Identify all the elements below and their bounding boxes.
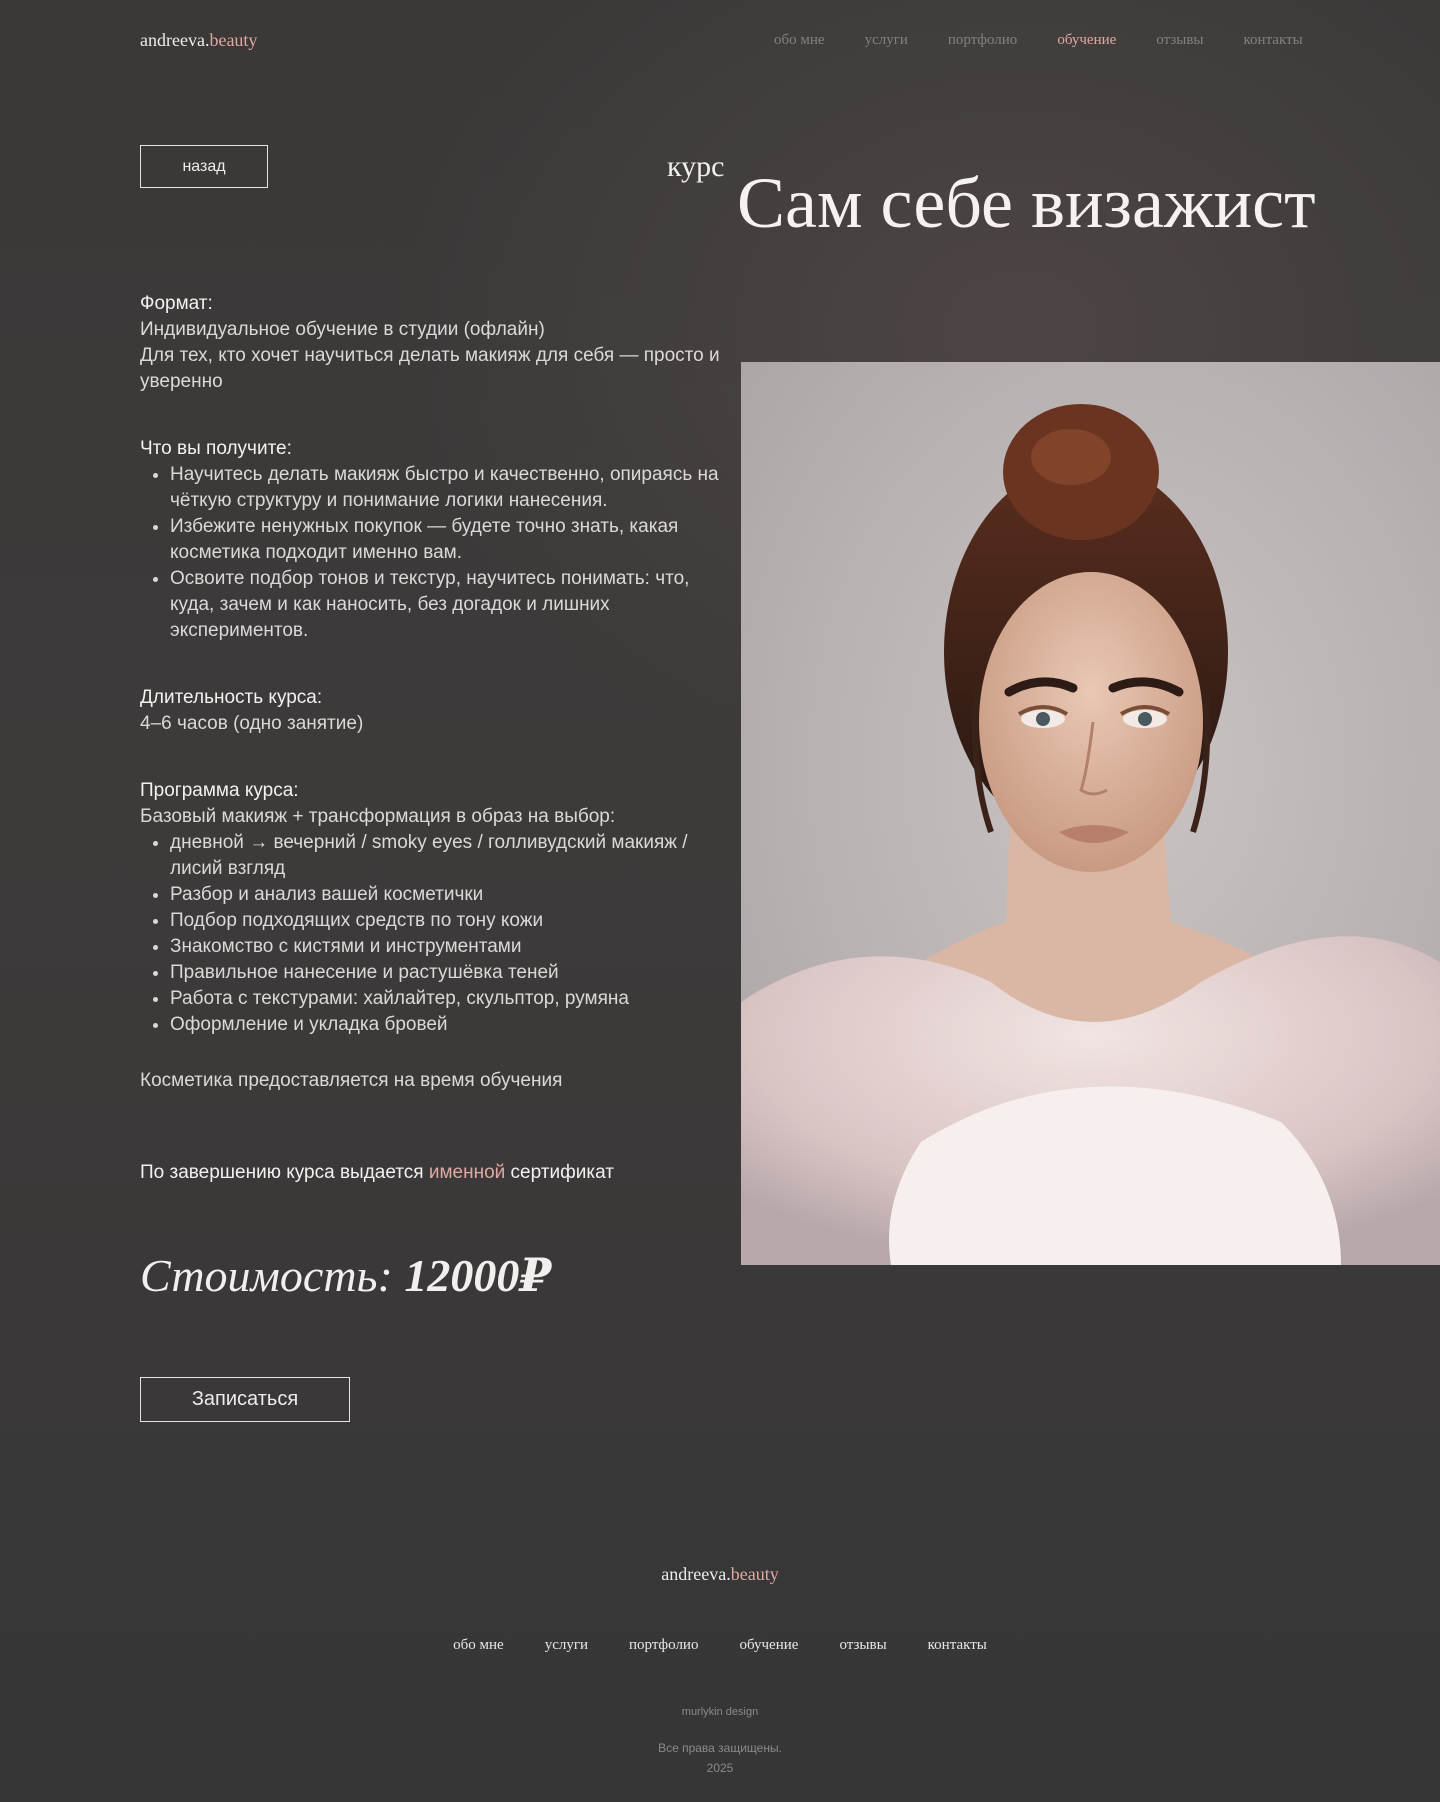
copyright-year: 2025 bbox=[706, 1761, 734, 1775]
benefits-list bbox=[140, 462, 720, 644]
format-line-1: Индивидуальное обучение в студии (офлайн) bbox=[140, 319, 545, 340]
format-heading: Формат: bbox=[140, 293, 213, 314]
nav-link-contacts[interactable]: контакты bbox=[1243, 32, 1303, 48]
footer-link-about[interactable]: обо мне bbox=[453, 1637, 504, 1653]
program-list bbox=[140, 830, 720, 1038]
format-section bbox=[140, 291, 720, 395]
benefit-item: • Научитесь делать макияж быстро и качественно, опираясь на чёткую структуру и понимание логики нанесения. bbox=[170, 462, 720, 514]
format-line-2: Для тех, кто хочет научиться делать макияж для себя — просто и уверенно bbox=[140, 345, 720, 392]
program-item: • Разбор и анализ вашей косметички bbox=[170, 882, 720, 908]
program-item: • Подбор подходящих средств по тону кожи bbox=[170, 908, 720, 934]
program-item: • Оформление и укладка бровей bbox=[170, 1012, 720, 1038]
duration-heading: Длительность курса: bbox=[140, 687, 323, 708]
program-item: • Правильное нанесение и растушёвка теней bbox=[170, 960, 720, 986]
footer-link-reviews[interactable]: отзывы bbox=[839, 1637, 887, 1653]
program-intro: Базовый макияж + трансформация в образ на выбор: bbox=[140, 806, 616, 827]
certificate-after: сертификат bbox=[505, 1162, 614, 1183]
logo-main-text: andreeva. bbox=[140, 30, 210, 50]
price-value: 12000₽ bbox=[404, 1250, 552, 1301]
certificate-before: По завершению курса выдается bbox=[140, 1162, 429, 1183]
nav-link-portfolio[interactable]: портфолио bbox=[947, 32, 1018, 48]
rights-text: Все права защищены. bbox=[658, 1741, 782, 1755]
course-title: Сам себе визажист bbox=[737, 163, 1316, 243]
course-details bbox=[140, 291, 720, 1186]
benefit-item: • Освоите подбор тонов и текстур, научитесь понимать: что, куда, зачем и как наносить, без догадок и лишних экспериментов. bbox=[170, 566, 720, 644]
duration-value: 4–6 часов (одно занятие) bbox=[140, 713, 364, 734]
signup-button[interactable]: Записаться bbox=[140, 1377, 350, 1422]
nav-link-reviews[interactable]: отзывы bbox=[1156, 32, 1204, 48]
benefits-heading: Что вы получите: bbox=[140, 438, 292, 459]
footer-logo-accent-text: beauty bbox=[730, 1564, 779, 1584]
certificate-text bbox=[140, 1160, 720, 1186]
course-price bbox=[140, 1248, 551, 1302]
designer-credit[interactable]: murlykin design bbox=[681, 1706, 759, 1718]
cosmetics-note: Косметика предоставляется на время обучения bbox=[140, 1070, 563, 1091]
footer-logo[interactable] bbox=[0, 1564, 1440, 1585]
nav-link-services[interactable]: услуги bbox=[864, 32, 908, 48]
program-item: • Знакомство с кистями и инструментами bbox=[170, 934, 720, 960]
duration-section bbox=[140, 685, 720, 737]
header-nav bbox=[774, 32, 1303, 49]
price-label: Стоимость: bbox=[140, 1250, 405, 1301]
header-logo[interactable] bbox=[140, 30, 257, 51]
nav-link-education[interactable]: обучение bbox=[1057, 32, 1117, 48]
benefits-section bbox=[140, 436, 720, 644]
back-button[interactable]: назад bbox=[140, 145, 268, 188]
footer-link-services[interactable]: услуги bbox=[544, 1637, 589, 1653]
footer-link-contacts[interactable]: контакты bbox=[927, 1637, 987, 1653]
benefit-item: • Избежите ненужных покупок — будете точно знать, какая косметика подходит именно вам. bbox=[170, 514, 720, 566]
program-heading: Программа курса: bbox=[140, 780, 299, 801]
nav-link-about[interactable]: обо мне bbox=[774, 32, 825, 48]
program-section bbox=[140, 778, 720, 1038]
certificate-accent: именной bbox=[428, 1162, 506, 1183]
program-item: • Работа с текстурами: хайлайтер, скульптор, румяна bbox=[170, 986, 720, 1012]
footer-nav bbox=[0, 1637, 1440, 1654]
footer-link-portfolio[interactable]: портфолио bbox=[629, 1637, 699, 1653]
footer-logo-main-text: andreeva. bbox=[661, 1564, 731, 1584]
logo-accent-text: beauty bbox=[209, 30, 258, 50]
copyright bbox=[0, 1738, 1440, 1778]
footer-link-education[interactable]: обучение bbox=[739, 1637, 799, 1653]
program-item: • дневной → вечерний / smoky eyes / голливудский макияж / лисий взгляд bbox=[170, 830, 720, 882]
course-kicker: курс bbox=[667, 150, 725, 183]
course-portrait-image bbox=[741, 362, 1440, 1265]
